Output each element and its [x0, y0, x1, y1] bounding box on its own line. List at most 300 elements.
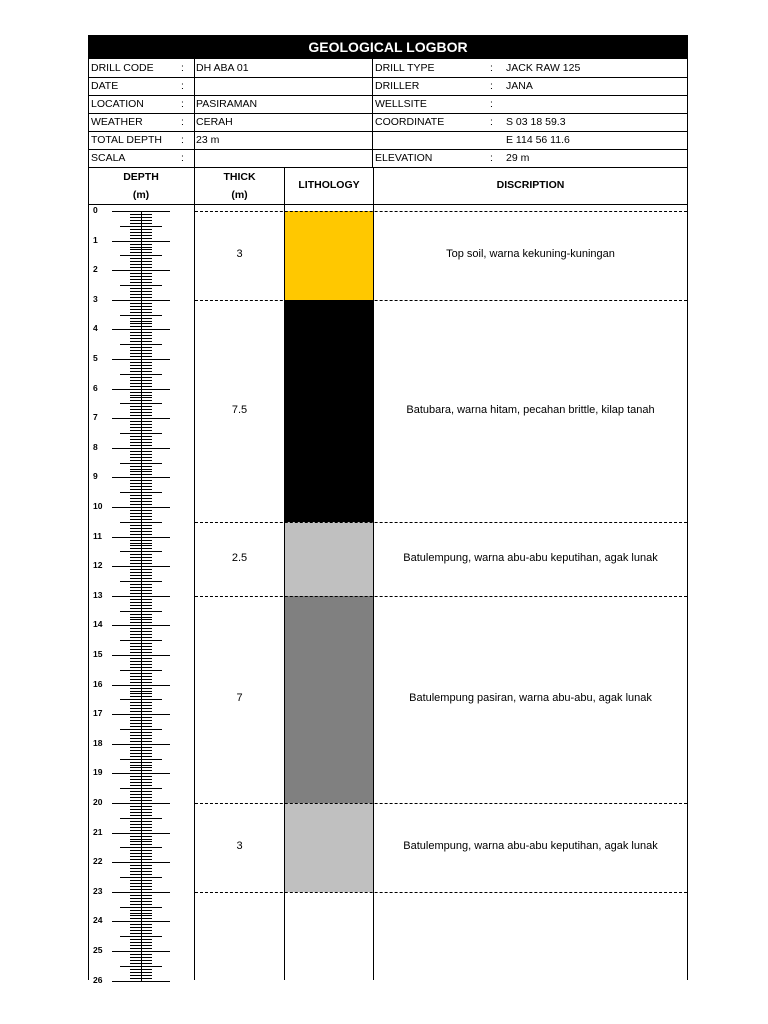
- info-left-value: PASIRAMAN: [196, 98, 258, 110]
- depth-tick: [130, 412, 152, 413]
- depth-tick: [130, 856, 152, 857]
- depth-tick: [112, 507, 170, 508]
- depth-tick: [130, 332, 152, 333]
- depth-tick-label: 14: [93, 619, 103, 630]
- depth-tick: [130, 898, 152, 899]
- layer-boundary-line: [195, 892, 687, 893]
- depth-tick: [120, 759, 162, 760]
- layer-boundary-line: [195, 522, 687, 523]
- depth-tick-label: 20: [93, 797, 103, 807]
- depth-tick: [130, 889, 152, 890]
- depth-tick: [120, 611, 162, 612]
- depth-tick: [130, 454, 152, 455]
- depth-tick-label: 9: [93, 471, 98, 482]
- depth-tick: [130, 244, 152, 245]
- depth-tick: [130, 954, 152, 955]
- depth-tick: [130, 841, 152, 842]
- depth-tick: [130, 901, 152, 902]
- depth-tick: [112, 803, 170, 804]
- info-right-label: COORDINATE: [375, 116, 445, 128]
- depth-tick: [130, 765, 152, 766]
- layer-description: Batulempung pasiran, warna abu-abu, agak lunak: [409, 692, 652, 705]
- depth-tick: [130, 880, 152, 881]
- depth-tick: [130, 673, 152, 674]
- depth-tick: [130, 483, 152, 484]
- column-header-bottom-line: [88, 204, 688, 205]
- depth-tick: [130, 830, 152, 831]
- depth-tick: [130, 628, 152, 629]
- depth-tick: [130, 809, 152, 810]
- depth-tick: [130, 214, 152, 215]
- depth-tick: [130, 383, 152, 384]
- depth-tick: [130, 294, 152, 295]
- info-row: [88, 131, 688, 150]
- info-right-colon: :: [490, 116, 493, 128]
- depth-tick: [130, 688, 152, 689]
- depth-tick: [130, 498, 152, 499]
- depth-tick: [130, 776, 152, 777]
- depth-tick: [120, 818, 162, 819]
- info-right-colon: :: [490, 62, 493, 74]
- layer-thickness: 7.5: [231, 403, 248, 416]
- depth-tick: [130, 531, 152, 532]
- depth-tick: [130, 975, 152, 976]
- depth-tick: [130, 392, 152, 393]
- info-right-label: WELLSITE: [375, 98, 427, 110]
- depth-tick: [130, 915, 152, 916]
- layer-boundary-line: [195, 300, 687, 301]
- depth-tick-label: 23: [93, 885, 103, 896]
- depth-tick: [112, 241, 170, 242]
- depth-tick-label: 13: [93, 589, 103, 600]
- depth-tick: [130, 963, 152, 964]
- depth-tick: [130, 273, 152, 274]
- depth-tick: [120, 699, 162, 700]
- depth-tick-label: 5: [93, 353, 98, 363]
- depth-tick: [130, 676, 152, 677]
- depth-tick: [130, 750, 152, 751]
- depth-tick: [130, 824, 152, 825]
- depth-tick: [112, 951, 170, 952]
- info-middle-divider: [372, 113, 373, 131]
- lithology-block: [285, 803, 373, 892]
- depth-tick: [130, 978, 152, 979]
- depth-tick: [130, 365, 152, 366]
- depth-tick: [130, 486, 152, 487]
- depth-tick: [112, 892, 170, 893]
- depth-tick-label: 12: [93, 560, 103, 571]
- depth-tick: [130, 368, 152, 369]
- depth-tick: [130, 679, 152, 680]
- info-value-divider: [194, 131, 195, 149]
- depth-tick: [130, 972, 152, 973]
- depth-tick: [130, 723, 152, 724]
- depth-tick: [130, 510, 152, 511]
- depth-tick: [130, 380, 152, 381]
- depth-tick: [130, 424, 152, 425]
- depth-tick: [130, 800, 152, 801]
- depth-tick-label: 7: [93, 412, 98, 423]
- depth-tick: [130, 850, 152, 851]
- depth-tick: [130, 235, 152, 236]
- depth-tick-label: 8: [93, 441, 98, 452]
- lithology-column-divider: [373, 167, 374, 980]
- info-right-label: DRILLER: [375, 80, 420, 92]
- depth-tick: [130, 501, 152, 502]
- depth-tick: [130, 276, 152, 277]
- info-left-colon: :: [181, 134, 184, 146]
- depth-tick: [130, 619, 152, 620]
- depth-tick: [130, 886, 152, 887]
- depth-tick: [130, 791, 152, 792]
- description-header: DISCRIPTION: [496, 179, 565, 191]
- depth-tick: [112, 537, 170, 538]
- depth-tick: [130, 904, 152, 905]
- depth-tick: [130, 865, 152, 866]
- depth-tick: [130, 460, 152, 461]
- info-right-colon: :: [490, 152, 493, 164]
- depth-tick: [130, 696, 152, 697]
- depth-tick: [120, 551, 162, 552]
- depth-tick: [130, 794, 152, 795]
- depth-tick: [130, 578, 152, 579]
- depth-tick: [130, 347, 152, 348]
- depth-tick: [130, 457, 152, 458]
- depth-tick: [130, 534, 152, 535]
- info-value-divider: [194, 95, 195, 113]
- thick-header: THICK: [223, 171, 256, 183]
- depth-tick: [130, 436, 152, 437]
- depth-tick: [130, 599, 152, 600]
- depth-tick: [130, 622, 152, 623]
- depth-tick: [130, 717, 152, 718]
- depth-tick: [130, 779, 152, 780]
- layer-thickness: 3: [236, 840, 243, 853]
- log-title: GEOLOGICAL LOGBOR: [88, 35, 688, 59]
- info-left-label: DATE: [91, 80, 119, 92]
- depth-tick: [130, 545, 152, 546]
- depth-tick: [130, 223, 152, 224]
- info-left-colon: :: [181, 62, 184, 74]
- depth-tick: [130, 617, 152, 618]
- info-left-label: SCALA: [91, 152, 126, 164]
- depth-tick: [130, 356, 152, 357]
- depth-tick: [112, 270, 170, 271]
- layer-boundary-line: [195, 596, 687, 597]
- depth-tick: [130, 297, 152, 298]
- depth-tick: [112, 833, 170, 834]
- depth-tick: [112, 359, 170, 360]
- depth-tick: [112, 448, 170, 449]
- depth-tick: [112, 329, 170, 330]
- depth-tick: [112, 862, 170, 863]
- depth-tick-label: 17: [93, 708, 103, 719]
- depth-tick: [130, 569, 152, 570]
- depth-tick: [120, 374, 162, 375]
- info-middle-divider: [372, 149, 373, 167]
- depth-tick: [130, 469, 152, 470]
- info-left-colon: :: [181, 116, 184, 128]
- depth-tick: [130, 767, 152, 768]
- info-middle-divider: [372, 95, 373, 113]
- depth-tick: [130, 945, 152, 946]
- depth-tick-label: 11: [93, 530, 102, 541]
- info-left-label: TOTAL DEPTH: [91, 134, 162, 146]
- depth-tick-label: 3: [93, 293, 98, 304]
- depth-tick: [120, 581, 162, 582]
- depth-tick: [130, 664, 152, 665]
- depth-tick: [120, 226, 162, 227]
- info-value-divider: [194, 77, 195, 95]
- depth-tick: [130, 451, 152, 452]
- depth-tick: [130, 326, 152, 327]
- depth-tick: [112, 477, 170, 478]
- depth-tick: [120, 640, 162, 641]
- depth-tick: [130, 658, 152, 659]
- depth-tick: [120, 315, 162, 316]
- info-left-label: WEATHER: [91, 116, 143, 128]
- depth-tick: [130, 930, 152, 931]
- depth-tick: [130, 924, 152, 925]
- depth-tick: [130, 827, 152, 828]
- depth-tick: [130, 386, 152, 387]
- depth-tick: [130, 883, 152, 884]
- depth-tick: [130, 495, 152, 496]
- depth-tick: [112, 773, 170, 774]
- info-right-colon: :: [490, 98, 493, 110]
- depth-tick: [130, 711, 152, 712]
- info-middle-divider: [372, 131, 373, 149]
- depth-tick-label: 10: [93, 501, 103, 511]
- depth-tick: [120, 463, 162, 464]
- depth-tick: [130, 548, 152, 549]
- depth-tick: [130, 948, 152, 949]
- depth-column-divider: [194, 167, 195, 980]
- depth-tick: [130, 232, 152, 233]
- depth-tick: [130, 634, 152, 635]
- depth-tick: [130, 312, 152, 313]
- depth-tick: [130, 693, 152, 694]
- depth-tick: [130, 338, 152, 339]
- depth-tick: [130, 868, 152, 869]
- depth-tick: [130, 341, 152, 342]
- depth-tick: [130, 282, 152, 283]
- depth-tick: [130, 415, 152, 416]
- depth-tick: [130, 913, 152, 914]
- depth-tick: [130, 528, 152, 529]
- depth-tick: [130, 652, 152, 653]
- depth-tick: [130, 371, 152, 372]
- depth-tick: [130, 560, 152, 561]
- info-right-value: 29 m: [506, 152, 530, 164]
- depth-tick: [120, 670, 162, 671]
- layer-description: Batulempung, warna abu-abu keputihan, agak lunak: [403, 840, 658, 853]
- depth-tick-label: 25: [93, 945, 103, 955]
- depth-tick: [130, 474, 152, 475]
- lithology-block: [285, 300, 373, 522]
- depth-tick: [130, 397, 152, 398]
- depth-tick: [120, 966, 162, 967]
- depth-tick: [130, 480, 152, 481]
- depth-tick: [130, 738, 152, 739]
- depth-tick: [130, 821, 152, 822]
- depth-tick-label: 22: [93, 856, 103, 867]
- depth-tick: [130, 969, 152, 970]
- depth-tick-label: 1: [93, 234, 98, 245]
- depth-tick: [130, 753, 152, 754]
- depth-tick: [130, 439, 152, 440]
- depth-tick: [120, 522, 162, 523]
- depth-tick: [130, 516, 152, 517]
- lithology-block: [285, 596, 373, 803]
- depth-tick: [130, 306, 152, 307]
- depth-tick-label: 19: [93, 767, 103, 778]
- depth-tick: [130, 918, 152, 919]
- depth-tick: [130, 762, 152, 763]
- info-value-divider: [194, 59, 195, 77]
- layer-boundary-line: [195, 803, 687, 804]
- info-left-value: DH ABA 01: [196, 62, 249, 74]
- frame-right-border: [687, 35, 688, 980]
- depth-tick: [130, 806, 152, 807]
- info-right-value: JANA: [506, 80, 533, 92]
- depth-header: DEPTH: [123, 171, 159, 183]
- depth-tick: [120, 729, 162, 730]
- depth-tick: [130, 471, 152, 472]
- depth-tick: [130, 590, 152, 591]
- depth-tick: [130, 957, 152, 958]
- depth-tick: [130, 563, 152, 564]
- depth-tick: [130, 720, 152, 721]
- layer-description: Batulempung, warna abu-abu keputihan, agak lunak: [403, 551, 658, 564]
- depth-tick: [112, 685, 170, 686]
- depth-tick: [130, 839, 152, 840]
- depth-unit-header: (m): [132, 189, 150, 201]
- depth-tick: [130, 264, 152, 265]
- depth-tick: [130, 732, 152, 733]
- depth-tick: [130, 874, 152, 875]
- depth-tick: [130, 445, 152, 446]
- depth-tick: [130, 605, 152, 606]
- depth-tick: [130, 910, 152, 911]
- depth-tick-label: 18: [93, 737, 103, 748]
- depth-tick: [130, 756, 152, 757]
- depth-tick: [130, 927, 152, 928]
- depth-tick: [130, 409, 152, 410]
- depth-tick: [130, 513, 152, 514]
- info-right-value: S 03 18 59.3: [506, 116, 566, 128]
- depth-tick: [120, 847, 162, 848]
- depth-tick: [130, 735, 152, 736]
- depth-tick: [130, 747, 152, 748]
- depth-tick: [130, 782, 152, 783]
- depth-tick: [130, 853, 152, 854]
- depth-tick: [130, 708, 152, 709]
- info-left-label: DRILL CODE: [91, 62, 154, 74]
- depth-tick: [112, 625, 170, 626]
- depth-tick: [130, 362, 152, 363]
- depth-tick: [130, 637, 152, 638]
- depth-tick: [130, 400, 152, 401]
- depth-tick: [120, 936, 162, 937]
- depth-tick: [130, 614, 152, 615]
- depth-tick: [130, 836, 152, 837]
- info-row: [88, 59, 688, 78]
- depth-tick: [120, 344, 162, 345]
- depth-tick: [130, 318, 152, 319]
- depth-tick: [130, 554, 152, 555]
- depth-tick: [120, 877, 162, 878]
- depth-tick: [112, 418, 170, 419]
- depth-tick: [130, 587, 152, 588]
- depth-tick: [130, 702, 152, 703]
- lithology-block: [285, 522, 373, 596]
- column-header-top-line: [88, 167, 688, 168]
- depth-tick: [130, 960, 152, 961]
- depth-tick: [112, 655, 170, 656]
- info-left-label: LOCATION: [91, 98, 144, 110]
- depth-tick: [130, 939, 152, 940]
- depth-tick: [130, 395, 152, 396]
- depth-tick: [130, 321, 152, 322]
- depth-tick: [130, 323, 152, 324]
- depth-tick: [112, 300, 170, 301]
- depth-tick: [130, 557, 152, 558]
- info-left-value: 23 m: [196, 134, 220, 146]
- layer-thickness: 3: [236, 248, 243, 261]
- depth-tick: [112, 744, 170, 745]
- info-middle-divider: [372, 59, 373, 77]
- depth-tick: [130, 572, 152, 573]
- depth-tick: [130, 667, 152, 668]
- depth-tick-label: 26: [93, 974, 103, 985]
- depth-tick: [130, 942, 152, 943]
- depth-tick: [130, 540, 152, 541]
- depth-tick: [130, 489, 152, 490]
- depth-tick: [130, 705, 152, 706]
- depth-tick: [130, 785, 152, 786]
- layer-description: Top soil, warna kekuning-kuningan: [446, 248, 615, 261]
- depth-tick: [120, 492, 162, 493]
- layer-thickness: 2.5: [231, 551, 248, 564]
- depth-tick: [130, 247, 152, 248]
- depth-tick: [120, 433, 162, 434]
- depth-tick: [130, 267, 152, 268]
- depth-tick: [130, 258, 152, 259]
- depth-tick-label: 16: [93, 678, 103, 689]
- depth-tick: [130, 815, 152, 816]
- depth-tick: [130, 220, 152, 221]
- info-right-colon: :: [490, 80, 493, 92]
- layer-boundary-line: [195, 211, 687, 212]
- depth-tick: [130, 335, 152, 336]
- depth-tick: [130, 741, 152, 742]
- depth-tick-label: 2: [93, 264, 98, 275]
- depth-tick: [130, 543, 152, 544]
- depth-tick: [130, 643, 152, 644]
- info-middle-divider: [372, 77, 373, 95]
- depth-tick: [120, 907, 162, 908]
- depth-tick: [130, 238, 152, 239]
- depth-tick: [130, 303, 152, 304]
- thick-unit-header: (m): [231, 189, 248, 201]
- info-row: [88, 95, 688, 114]
- depth-tick: [130, 427, 152, 428]
- depth-tick: [130, 661, 152, 662]
- depth-tick: [120, 788, 162, 789]
- depth-tick: [112, 389, 170, 390]
- depth-tick: [130, 859, 152, 860]
